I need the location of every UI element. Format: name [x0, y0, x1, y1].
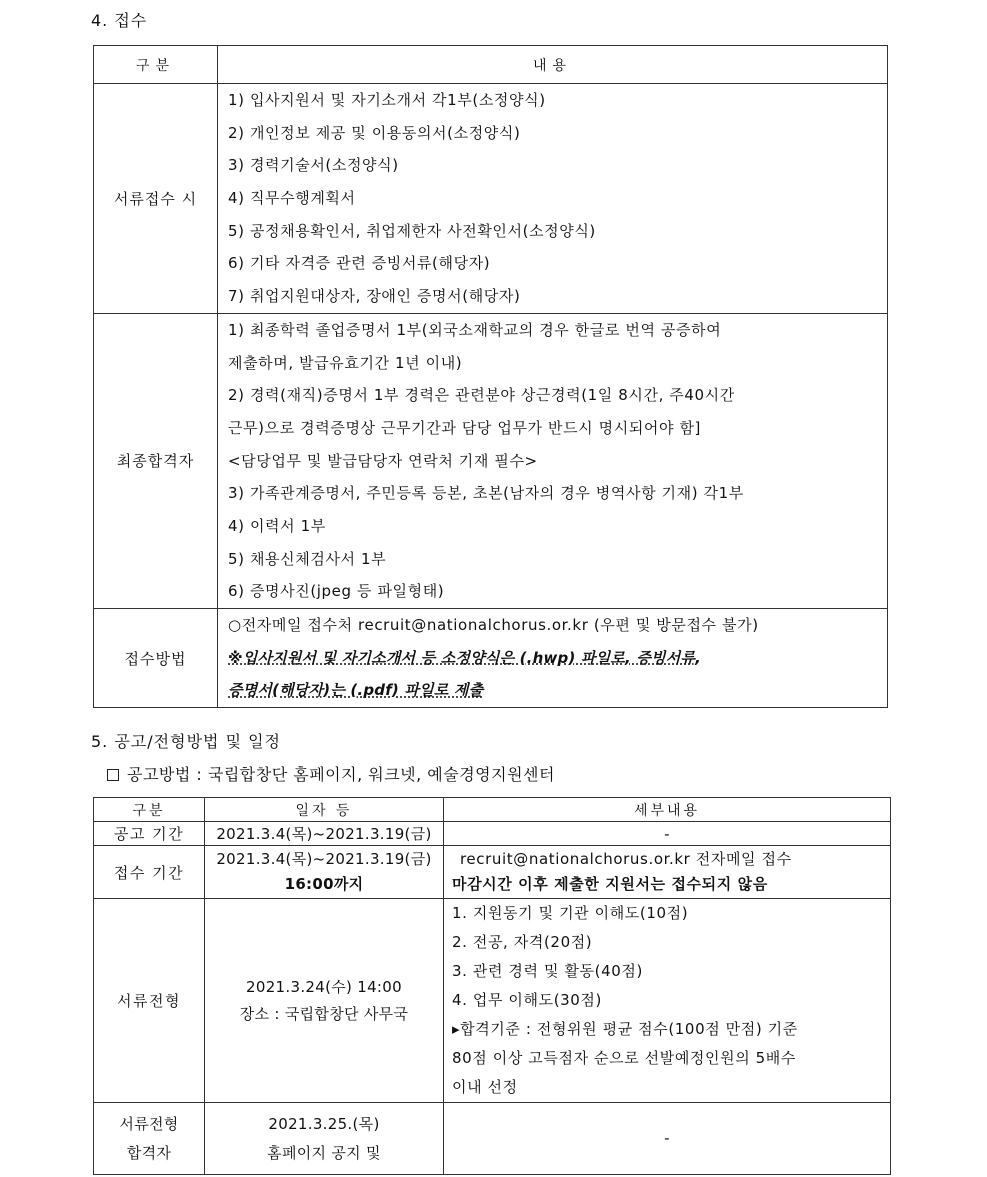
checkbox-square-icon [107, 769, 119, 781]
row-label: 서류접수 시 [94, 84, 218, 314]
detail-cell [444, 1103, 891, 1175]
column-header-content: 내용 [218, 46, 888, 84]
list-item: 2. 전공, 자격(20점) [452, 933, 593, 951]
detail-cell [444, 822, 891, 846]
detail-text: - [664, 1129, 670, 1147]
row-content [218, 84, 888, 314]
table-row-application-period [94, 846, 891, 899]
table-row-submission-method [94, 609, 888, 708]
list-item: 5) 공정채용확인서, 취업제한자 사전확인서(소정양식) [228, 221, 596, 240]
file-format-notice: 증명서(해당자)는 (.pdf) 파일로 제출 [228, 681, 484, 700]
table-header-row [94, 798, 891, 822]
row-content [218, 609, 888, 708]
date-cell [205, 846, 444, 899]
column-header-date: 일자 등 [205, 798, 444, 822]
date-text: 2021.3.24(수) 14:00 [246, 977, 402, 996]
list-item: 근무)으로 경력증명상 근무기간과 담당 업무가 반드시 명시되어야 함] [228, 418, 702, 437]
list-item: 1) 최종학력 졸업증명서 1부(외국소재학교의 경우 한글로 번역 공증하여 [228, 320, 722, 339]
date-cell [205, 822, 444, 846]
table-header-row [94, 46, 888, 84]
list-item: 7) 취업지원대상자, 장애인 증명서(해당자) [228, 287, 521, 306]
table-row-document-submission [94, 84, 888, 314]
list-item: 3) 가족관계증명서, 주민등록 등본, 초본(남자의 경우 병역사항 기재) 각1부 [228, 484, 744, 503]
date-cell [205, 1103, 444, 1175]
table-row-screening-pass [94, 1103, 891, 1175]
row-label-line: 서류전형 [119, 1114, 179, 1133]
list-item: 4. 업무 이해도(30점) [452, 991, 602, 1009]
date-text: 2021.3.4(목)~2021.3.19(금) [216, 824, 432, 843]
deadline-time: 16:00까지 [284, 875, 364, 893]
notice-method-text: 공고방법 : 국립합창단 홈페이지, 워크넷, 예술경영지원센터 [127, 765, 555, 784]
email-submission-line: ○전자메일 접수처 recruit@nationalchorus.or.kr (우편 및 방문접수 불가) [228, 616, 759, 634]
row-label: 최종합격자 [94, 313, 218, 608]
date-text: 홈페이지 공지 및 [267, 1143, 381, 1162]
list-item: 2) 개인정보 제공 및 이용동의서(소정양식) [228, 123, 521, 142]
email-detail: recruit@nationalchorus.or.kr 전자메일 접수 [460, 850, 792, 868]
detail-text: - [664, 824, 670, 843]
file-format-notice: ※입사지원서 및 자기소개서 등 소정양식은 (.hwp) 파일로, 증빙서류, [228, 648, 701, 667]
date-cell [205, 899, 444, 1103]
list-item: 80점 이상 고득점자 순으로 선발예정인원의 5배수 [452, 1049, 796, 1067]
section-4-heading: 4. 접수 [91, 11, 148, 30]
table-row-document-screening [94, 899, 891, 1103]
row-label: 접수 기간 [94, 846, 205, 899]
list-item: ▸합격기준 : 전형위원 평균 점수(100점 만점) 기준 [452, 1020, 798, 1038]
list-item: 3. 관련 경력 및 활동(40점) [452, 962, 643, 980]
row-label [94, 1103, 205, 1175]
deadline-notice: 마감시간 이후 제출한 지원서는 접수되지 않음 [452, 875, 768, 893]
row-label: 서류전형 [94, 899, 205, 1103]
list-item: <담당업무 및 발급담당자 연락처 기재 필수> [228, 451, 538, 470]
table-row-final-candidates [94, 313, 888, 608]
list-item: 2) 경력(재직)증명서 1부 경력은 관련분야 상근경력(1일 8시간, 주40시간 [228, 386, 735, 405]
list-item: 4) 직무수행계획서 [228, 189, 356, 208]
row-label: 공고 기간 [94, 822, 205, 846]
date-text: 2021.3.4(목)~2021.3.19(금) [216, 850, 432, 868]
date-text: 2021.3.25.(목) [268, 1114, 380, 1133]
column-header-details: 세부내용 [444, 798, 891, 822]
list-item: 6) 증명사진(jpeg 등 파일형태) [228, 582, 445, 601]
column-header-category: 구분 [94, 46, 218, 84]
submission-table [93, 45, 888, 708]
list-item: 5) 채용신체검사서 1부 [228, 549, 387, 568]
list-item: 1. 지원동기 및 기관 이해도(10점) [452, 904, 689, 922]
row-label: 접수방법 [94, 609, 218, 708]
row-content [218, 313, 888, 608]
detail-cell [444, 899, 891, 1103]
schedule-table [93, 797, 891, 1175]
section-5-heading: 5. 공고/전형방법 및 일정 [91, 732, 282, 751]
list-item: 4) 이력서 1부 [228, 516, 326, 535]
table-row-notice-period [94, 822, 891, 846]
row-label-line: 합격자 [126, 1143, 172, 1162]
column-header-category: 구분 [94, 798, 205, 822]
list-item: 1) 입사지원서 및 자기소개서 각1부(소정양식) [228, 91, 546, 109]
list-item: 6) 기타 자격증 관련 증빙서류(해당자) [228, 254, 491, 273]
list-item: 이내 선정 [452, 1078, 518, 1096]
location-text: 장소 : 국립합창단 사무국 [239, 1004, 409, 1023]
detail-cell [444, 846, 891, 899]
list-item: 제출하며, 발급유효기간 1년 이내) [228, 353, 463, 372]
notice-method [107, 762, 555, 785]
list-item: 3) 경력기술서(소정양식) [228, 156, 399, 175]
